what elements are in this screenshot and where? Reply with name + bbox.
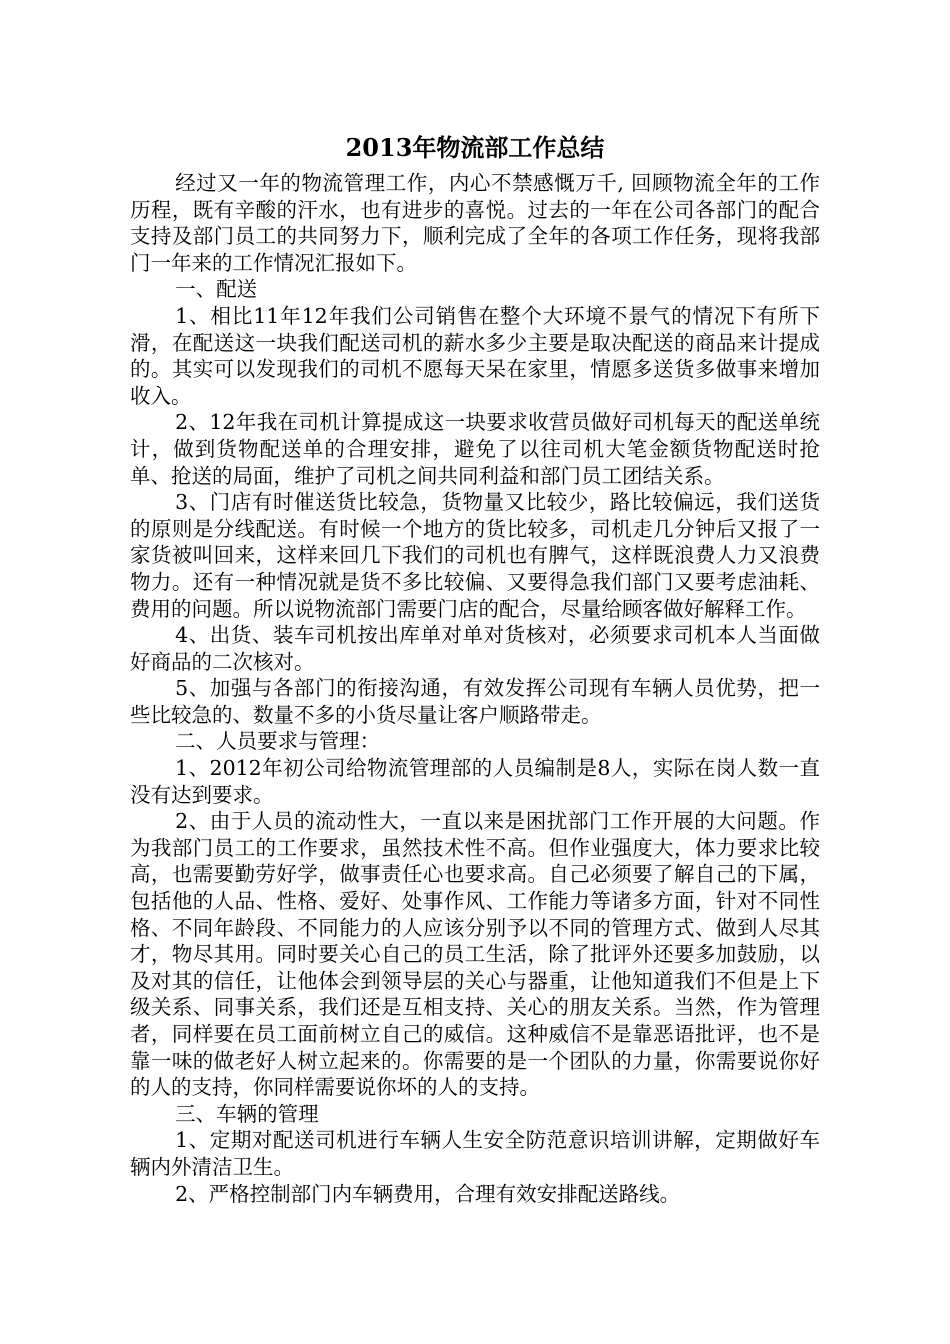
section-heading-delivery: 一、配送 xyxy=(175,277,258,302)
paragraph-staff-2: 2、由于人员的流动性大，一直以来是困扰部门工作开展的大问题。作为我部门员工的工作要求，虽然技术性不高。但作业强度大，体力要求比较高，也需要勤劳好学，做事责任心也要求高。自己必须要了解自己的下属，包括他的人品、性格、爱好、处事作风、工作能力等诸多方面，针对不同性格、不同年龄段、不同能力的人应该分别予以不同的管理方式、做到人尽其才，物尽其用。同时要关心自己的员工生活，除了批评外还要多加鼓励，以及对其的信任，让他体会到领导层的关心与器重，让他知道我们不但是上下级关系、同事关系，我们还是互相支持、关心的朋友关系。当然，作为管理者，同样要在员工面前树立自己的威信。这种威信不是靠恶语批评，也不是靠一味的做老好人树立起来的。你需要的是一个团队的力量，你需要说你好的人的支持，你同样需要说你坏的人的支持。 xyxy=(130,809,820,1100)
document-body xyxy=(130,170,820,1207)
section-heading-staff: 二、人员要求与管理： xyxy=(175,729,381,754)
section-heading-vehicles: 三、车辆的管理 xyxy=(175,1101,319,1126)
paragraph-delivery-5: 5、加强与各部门的衔接沟通，有效发挥公司现有车辆人员优势，把一些比较急的、数量不多的小货尽量让客户顺路带走。 xyxy=(130,676,820,727)
paragraph-delivery-3: 3、门店有时催送货比较急，货物量又比较少，路比较偏远，我们送货的原则是分线配送。有时候一个地方的货比较多，司机走几分钟后又报了一家货被叫回来，这样来回几下我们的司机也有脾气，这样既浪费人力又浪费物力。还有一种情况就是货不多比较偏、又要得急我们部门又要考虑油耗、费用的问题。所以说物流部门需要门店的配合，尽量给顾客做好解释工作。 xyxy=(130,490,820,621)
paragraph-staff-1: 1、2012年初公司给物流管理部的人员编制是8人，实际在岗人数一直没有达到要求。 xyxy=(130,756,820,807)
document-title: 2013年物流部工作总结 xyxy=(345,133,605,162)
paragraph-delivery-4: 4、出货、装车司机按出库单对单对货核对，必须要求司机本人当面做好商品的二次核对。 xyxy=(130,623,820,674)
paragraph-delivery-1: 1、相比11年12年我们公司销售在整个大环境不景气的情况下有所下滑，在配送这一块我们配送司机的薪水多少主要是取决配送的商品来计提成的。其实可以发现我们的司机不愿每天呆在家里，情愿多送货多做事来增加收入。 xyxy=(130,303,820,408)
paragraph-intro: 经过又一年的物流管理工作，内心不禁感慨万千, 回顾物流全年的工作历程，既有辛酸的汗水，也有进步的喜悦。过去的一年在公司各部门的配合支持及部门员工的共同努力下，顺利完成了全年的各项工作任务，现将我部门一年来的工作情况汇报如下。 xyxy=(130,171,820,275)
paragraph-vehicles-2: 2、严格控制部门内车辆费用，合理有效安排配送路线。 xyxy=(175,1181,681,1206)
document-page xyxy=(130,128,820,1207)
paragraph-vehicles-1: 1、定期对配送司机进行车辆人生安全防范意识培训讲解，定期做好车辆内外清洁卫生。 xyxy=(130,1128,820,1179)
paragraph-delivery-2: 2、12年我在司机计算提成这一块要求收营员做好司机每天的配送单统计，做到货物配送单的合理安排，避免了以往司机大笔金额货物配送时抢单、抢送的局面，维护了司机之间共同利益和部门员工团结关系。 xyxy=(130,410,820,488)
